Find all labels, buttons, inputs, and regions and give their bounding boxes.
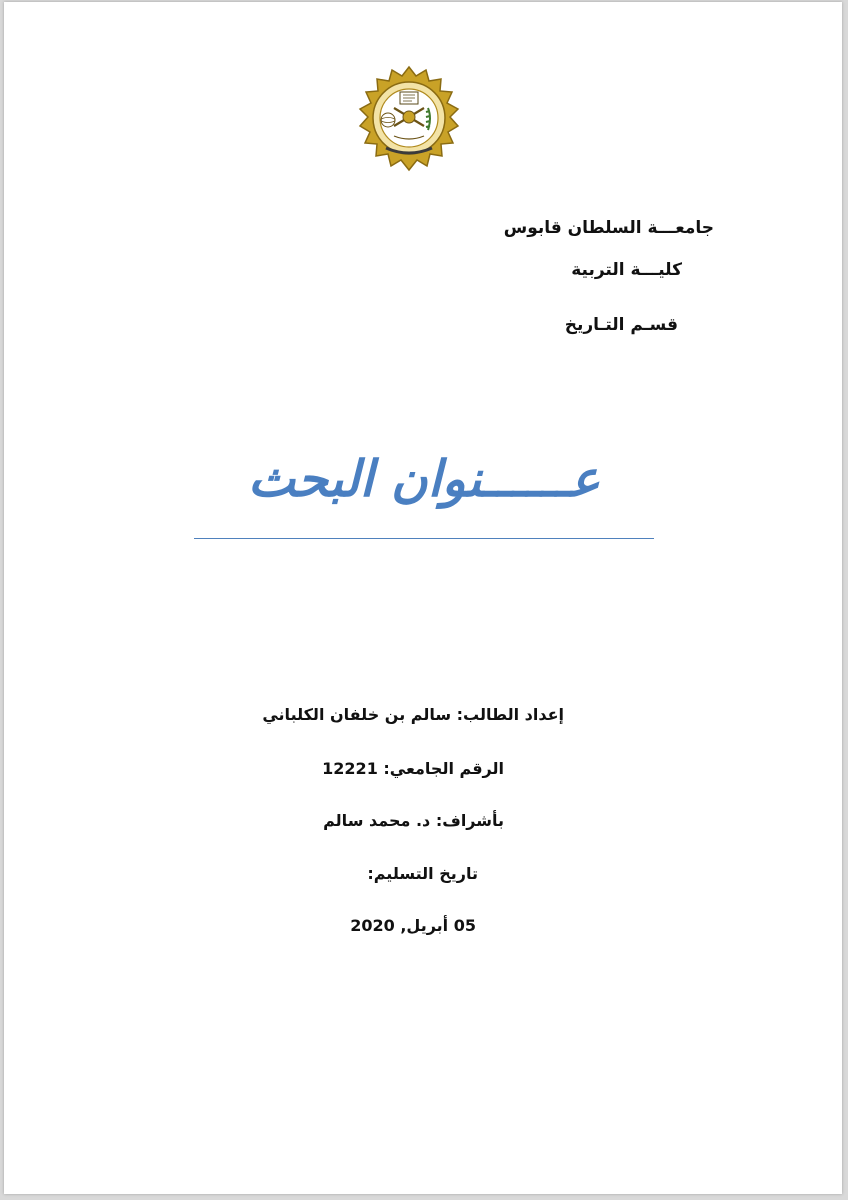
- research-title: عــــــنوان البحث: [247, 450, 601, 508]
- submission-date-label: تاريخ التسليم:: [367, 864, 478, 883]
- student-id-line: الرقم الجامعي: 12221: [322, 759, 504, 778]
- department-name: قسـم التـاريخ: [564, 315, 678, 335]
- title-underline: [194, 538, 654, 539]
- university-name: جامعـــة السلطان قابوس: [503, 218, 714, 238]
- submission-date-value: 05 أبريل, 2020: [350, 916, 476, 935]
- college-name: كليـــة التربية: [571, 260, 682, 280]
- document-page: [4, 2, 842, 1194]
- supervisor-line: بأشراف: د. محمد سالم: [323, 811, 504, 830]
- university-logo-icon: [354, 64, 464, 179]
- student-name-line: إعداد الطالب: سالم بن خلفان الكلباني: [262, 705, 564, 724]
